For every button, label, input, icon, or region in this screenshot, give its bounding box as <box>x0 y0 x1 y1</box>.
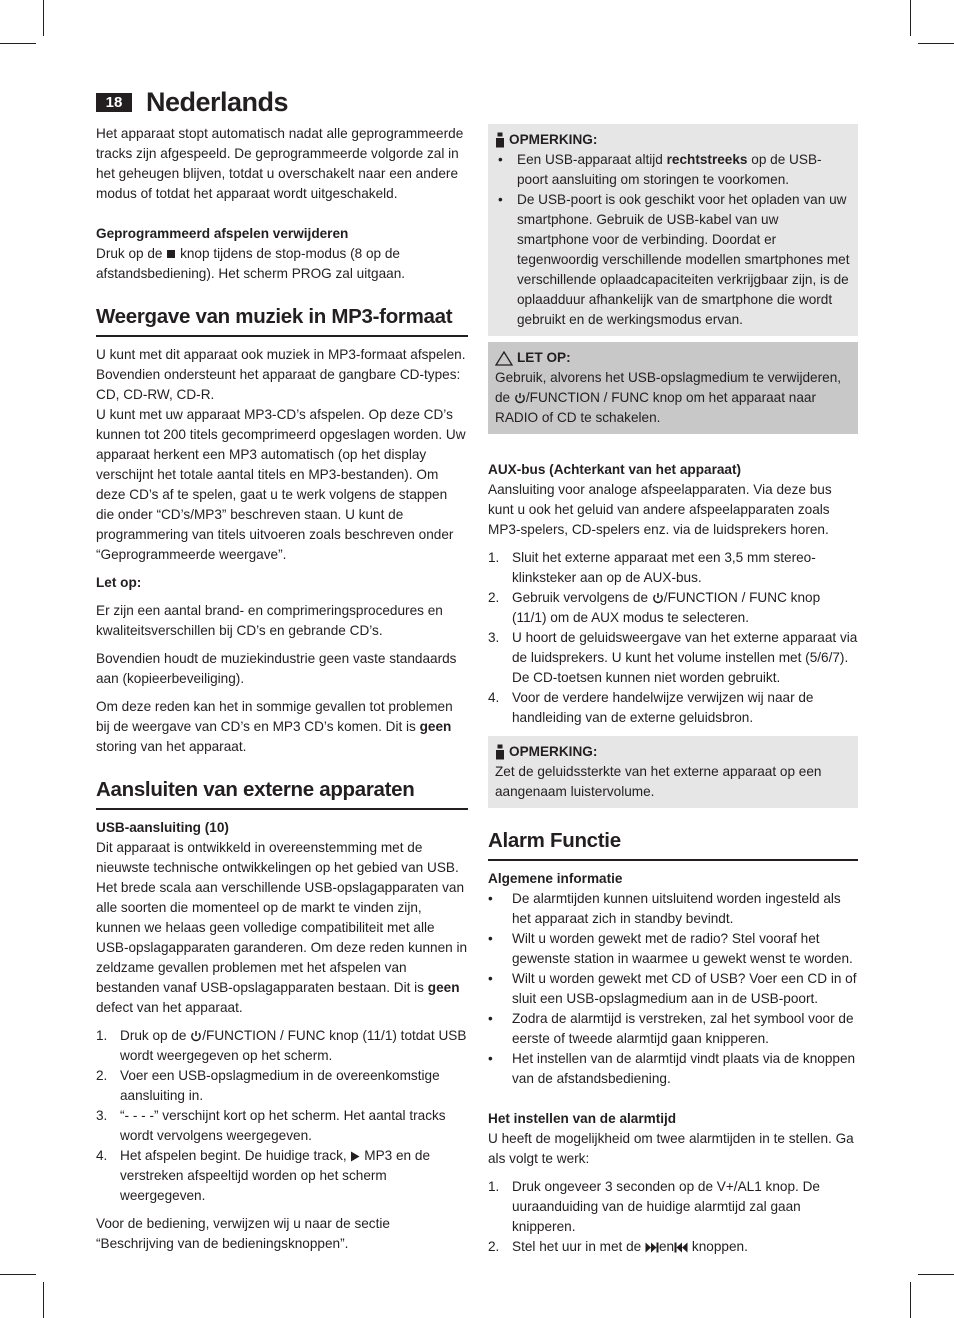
delete-program-title: Geprogrammeerd afspelen verwijderen <box>96 226 349 241</box>
power-icon <box>190 1030 202 1042</box>
note-heading: OPMERKING: <box>495 130 851 150</box>
alarm-set-title: Het instellen van de alarmtijd <box>488 1111 677 1126</box>
section-heading-external: Aansluiten van externe apparaten <box>96 777 468 810</box>
letop-paragraph-2: Bovendien houdt de muziekindustrie geen vaste standaards aan (kopieerbeveiliging). <box>96 651 457 686</box>
info-icon <box>495 744 505 760</box>
list-item: 4. Het afspelen begint. De huidige track, MP3 en de verstreken afspeeltijd worden op het scherm weergegeven. <box>96 1148 431 1203</box>
section-heading-alarm: Alarm Functie <box>488 828 858 861</box>
previous-track-icon <box>674 1242 688 1253</box>
crop-mark <box>43 0 44 36</box>
note-heading: OPMERKING: <box>495 742 851 762</box>
note-box-usb <box>488 124 858 336</box>
section-heading-mp3: Weergave van muziek in MP3-formaat <box>96 304 468 337</box>
aux-title: AUX-bus (Achterkant van het apparaat) <box>488 462 742 477</box>
list-item: • Wilt u worden gewekt met CD of USB? Voer een CD in of sluit een USB-opslagmedium aan in de USB-poort. <box>488 971 857 1006</box>
list-item: 1. Sluit het externe apparaat met een 3,5 mm stereo-klinksteker aan op de AUX-bus. <box>488 550 816 585</box>
note-list <box>495 150 851 330</box>
list-item: • Wilt u worden gewekt met de radio? Stel vooraf het gewenste station in waarmee u gewekt wenst te worden. <box>488 931 853 966</box>
letop-paragraph-1: Er zijn een aantal brand- en comprimeringsprocedures en kwaliteitsverschillen bij CD’s en gebrande CD’s. <box>96 603 443 638</box>
aux-steps-list <box>488 548 858 728</box>
letop-paragraph-3: Om deze reden kan het in sommige gevallen tot problemen bij de weergave van CD’s en MP3 CD’s komen. Dit is geen storing van het apparaat. <box>96 699 453 754</box>
warning-text: Gebruik, alvorens het USB-opslagmedium te verwijderen, de /FUNCTION / FUNC knop om het apparaat naar RADIO of CD te schakelen. <box>495 370 842 425</box>
crop-mark <box>0 43 36 44</box>
page-number: 18 <box>96 93 132 112</box>
power-icon <box>514 392 526 404</box>
alarm-steps-list <box>488 1177 858 1257</box>
list-item: • Het instellen van de alarmtijd vindt plaats via de knoppen van de afstandsbediening. <box>488 1051 856 1086</box>
warning-heading: LET OP: <box>495 348 851 368</box>
usb-steps-list <box>96 1026 468 1206</box>
crop-mark <box>910 1282 911 1318</box>
alarm-general-title: Algemene informatie <box>488 871 623 886</box>
list-item: 4. Voor de verdere handelwijze verwijzen wij naar de handleiding van de externe geluidsbron. <box>488 690 814 725</box>
list-item: • Een USB-apparaat altijd rechtstreeks op de USB-poort aansluiting om storingen te voorkomen. <box>498 152 822 187</box>
list-item: • De USB-poort is ook geschikt voor het opladen van uw smartphone. Gebruik de USB-kabel van uw smartphone voor de verbinding. Doordat er tegenwoordig verschillende modellen smartphones met verschillende oplaadcapaciteiten verkrijgbaar zijn, is de oplaadduur afhankelijk van de smartphone die wordt gebruikt en de werkingsmodus ervan. <box>498 192 850 327</box>
crop-mark <box>910 0 911 36</box>
warning-icon <box>495 351 513 366</box>
right-column <box>488 124 858 1257</box>
crop-mark <box>43 1282 44 1318</box>
aux-paragraph: Aansluiting voor analoge afspeelapparaten. Via deze bus kunt u ook het geluid van andere afspeelapparaten zoals MP3-spelers, CD-spelers enz. via de luidsprekers horen. <box>488 482 832 537</box>
alarm-general-list <box>488 889 858 1089</box>
warning-box <box>488 342 858 434</box>
power-icon <box>652 592 664 604</box>
list-item: • Zodra de alarmtijd is verstreken, zal het symbool voor de eerste of tweede alarmtijd gaan knipperen. <box>488 1011 854 1046</box>
list-item: 2. Stel het uur in met de en knoppen. <box>488 1239 748 1254</box>
usb-outro: Voor de bediening, verwijzen wij u naar de sectie “Beschrijving van de bedieningsknoppen”. <box>96 1216 390 1251</box>
next-track-icon <box>645 1242 659 1253</box>
mp3-paragraph-2: U kunt met uw apparaat MP3-CD’s afspelen. Op deze CD’s kunnen tot 200 titels gecomprimeerd opgeslagen worden. Uw apparaat herkent een MP3 automatisch (op het display verschijnt het totale aantal titels en MP3-bestanden). Om deze CD’s af te spelen, gaat u te werk volgens de stappen die onder “CD’s/MP3” beschreven staan. U kunt de programmering van titels uitvoeren zoals beschreven onder “Geprogrammeerde weergave”. <box>96 407 466 562</box>
page-title: Nederlands <box>146 87 289 117</box>
stop-icon <box>166 249 176 259</box>
delete-program-text: Druk op de knop tijdens de stop-modus (8 op de afstandsbediening). Het scherm PROG zal uitgaan. <box>96 246 406 281</box>
note-box-volume <box>488 736 858 808</box>
page-header <box>96 84 288 120</box>
note-text: Zet de geluidssterkte van het externe apparaat op een aangenaam luistervolume. <box>495 764 822 799</box>
list-item: • De alarmtijden kunnen uitsluitend worden ingesteld als het apparaat zich in standby bevindt. <box>488 891 841 926</box>
crop-mark <box>918 1274 954 1275</box>
intro-paragraph: Het apparaat stopt automatisch nadat alle geprogrammeerde tracks zijn afgespeeld. De geprogrammeerde volgorde zal in het geheugen blijven, totdat u overschakelt naar een andere modus of totdat het apparaat wordt uitgeschakeld. <box>96 126 464 201</box>
play-icon <box>350 1151 360 1162</box>
usb-title: USB-aansluiting (10) <box>96 820 229 835</box>
list-item: 1. Druk op de /FUNCTION / FUNC knop (11/1) totdat USB wordt weergegeven op het scherm. <box>96 1028 467 1063</box>
list-item: 1. Druk ongeveer 3 seconden op de V+/AL1 knop. De uuraanduiding van de huidige alarmtijd zal gaan knipperen. <box>488 1179 820 1234</box>
list-item: 3. U hoort de geluidsweergave van het externe apparaat via de luidsprekers. U kunt het volume instellen met (5/6/7). De CD-toetsen kunnen niet worden gebruikt. <box>488 630 858 685</box>
mp3-paragraph-1: U kunt met dit apparaat ook muziek in MP3-formaat afspelen. Bovendien ondersteunt het apparaat de gangbare CD-types: CD, CD-RW, CD-R. <box>96 347 466 402</box>
left-column <box>96 124 468 1254</box>
usb-paragraph: Dit apparaat is ontwikkeld in overeenstemming met de nieuwste technische ontwikkelingen op het gebied van USB. Het brede scala aan verschillende USB-opslagapparaten van alle soorten die momenteel op de markt te vinden zijn, kunnen we helaas geen volledige compatibiliteit met alle USB-opslagapparaten garanderen. Om deze reden kunnen in zeldzame gevallen problemen met het afspelen van bestanden vanaf USB-opslagapparaten bestaan. Dit is geen defect van het apparaat. <box>96 840 468 1015</box>
info-icon <box>495 132 505 148</box>
list-item: 3. “- - - -” verschijnt kort op het scherm. Het aantal tracks wordt vervolgens weergegeven. <box>96 1108 446 1143</box>
list-item: 2. Gebruik vervolgens de /FUNCTION / FUNC knop (11/1) om de AUX modus te selecteren. <box>488 590 821 625</box>
list-item: 2. Voer een USB-opslagmedium in de overeenkomstige aansluiting in. <box>96 1068 440 1103</box>
alarm-set-text: U heeft de mogelijkheid om twee alarmtijden in te stellen. Ga als volgt te werk: <box>488 1131 854 1166</box>
crop-mark <box>0 1274 36 1275</box>
crop-mark <box>918 43 954 44</box>
letop-title: Let op: <box>96 575 142 590</box>
